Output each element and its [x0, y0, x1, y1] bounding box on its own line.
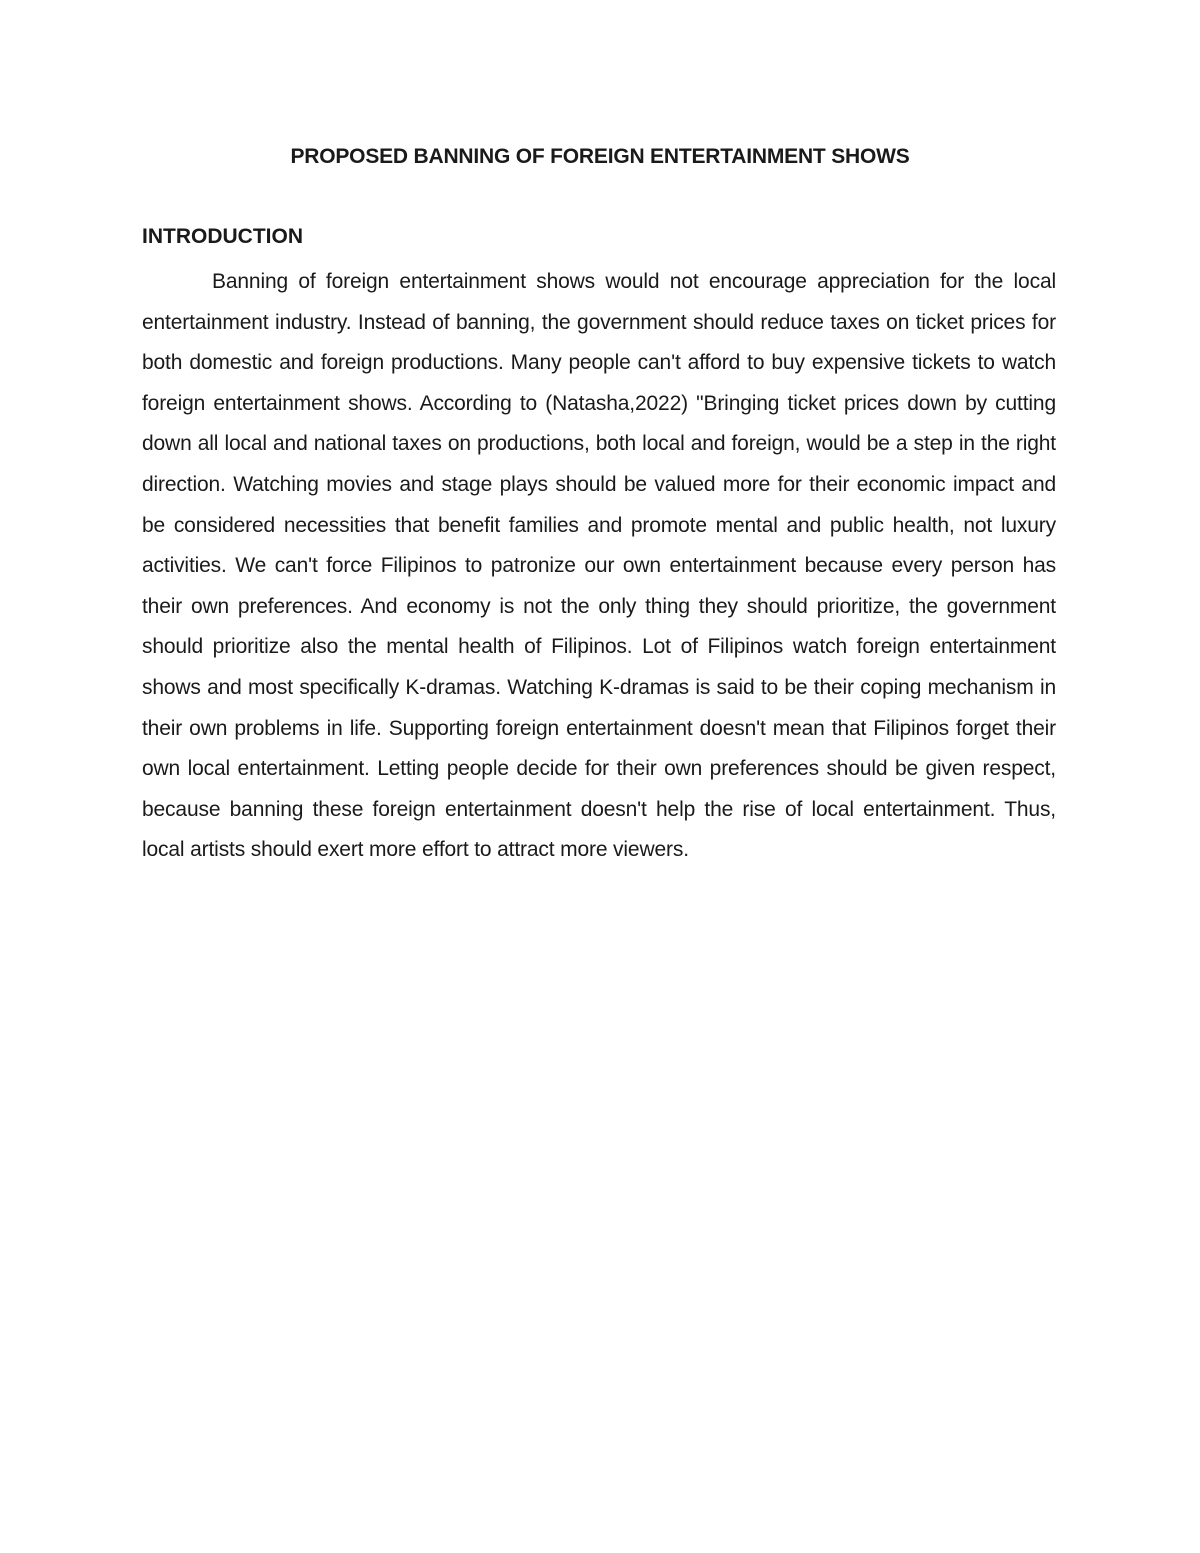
introduction-paragraph: Banning of foreign entertainment shows would not encourage appreciation for the local entertainment industry. Instead of banning, the government should reduce taxes on ticket prices for both domestic and foreign productions. Many people can't afford to buy expensive tickets to watch foreign entertainment shows. According to (Natasha,2022) "Bringing ticket prices down by cutting down all local and national taxes on productions, both local and foreign, would be a step in the right direction. Watching movies and stage plays should be valued more for their economic impact and be considered necessities that benefit families and promote mental and public health, not luxury activities. We can't force Filipinos to patronize our own entertainment because every person has their own preferences. And economy is not the only thing they should prioritize, the government should prioritize also the mental health of Filipinos. Lot of Filipinos watch foreign entertainment shows and most specifically K-dramas. Watching K-dramas is said to be their coping mechanism in their own problems in life. Supporting foreign entertainment doesn't mean that Filipinos forget their own local entertainment. Letting people decide for their own preferences should be given respect, because banning these foreign entertainment doesn't help the rise of local entertainment. Thus, local artists should exert more effort to attract more viewers.: [142, 270, 1056, 862]
document-title: PROPOSED BANNING OF FOREIGN ENTERTAINMENT SHOWS: [290, 145, 910, 168]
section-heading-introduction: INTRODUCTION: [142, 225, 303, 248]
